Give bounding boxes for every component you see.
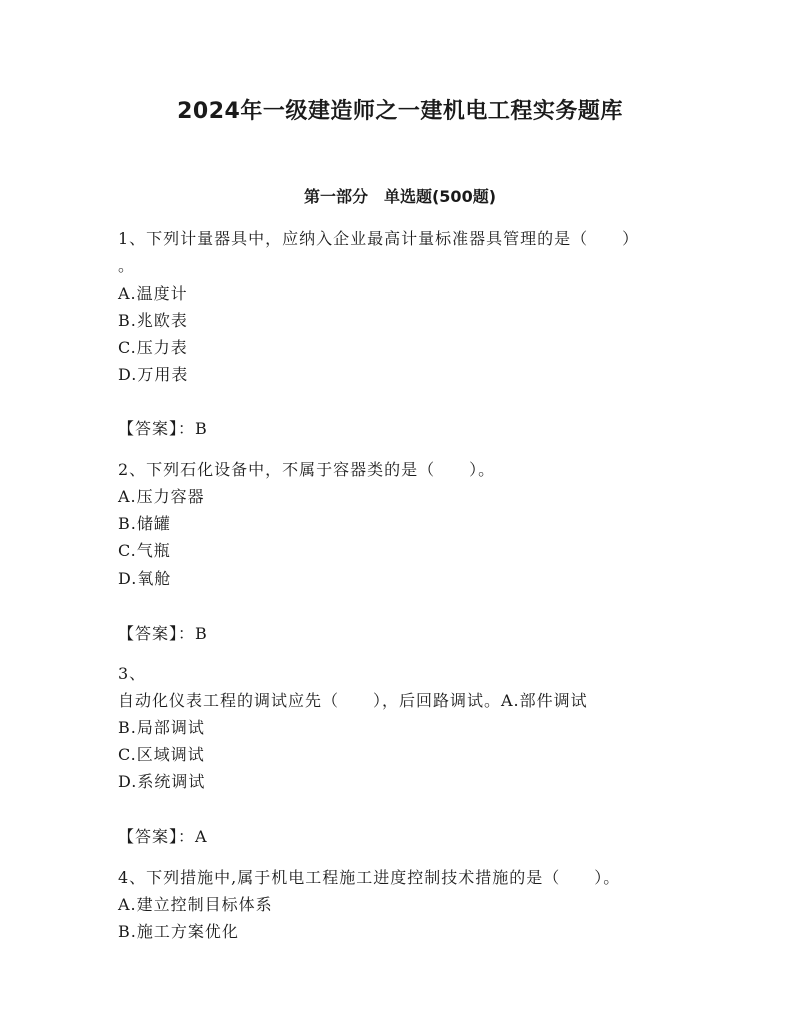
question-3-answer: 【答案】：A <box>118 827 208 846</box>
question-1-option-b: B.兆欧表 <box>118 311 188 330</box>
question-3-stem-line-1: 3、 <box>118 664 147 683</box>
question-2-option-a: A.压力容器 <box>118 487 205 506</box>
question-1-stem-line-2: 。 <box>118 256 136 275</box>
question-2-option-d: D.氧舱 <box>118 569 172 588</box>
question-1-option-c: C.压力表 <box>118 338 188 357</box>
question-2-stem-line-1: 2、下列石化设备中，不属于容器类的是（ ）。 <box>118 460 496 479</box>
question-4-stem-line-1: 4、下列措施中,属于机电工程施工进度控制技术措施的是（ ）。 <box>118 868 621 887</box>
question-3-option-b: B.局部调试 <box>118 718 205 737</box>
question-4-option-b: B.施工方案优化 <box>118 922 239 941</box>
document-title: 2024年一级建造师之一建机电工程实务题库 <box>177 99 623 124</box>
question-1-stem-line-1: 1、下列计量器具中，应纳入企业最高计量标准器具管理的是（ ） <box>118 229 640 248</box>
question-2-option-c: C.气瓶 <box>118 541 171 560</box>
question-1-option-d: D.万用表 <box>118 365 189 384</box>
question-3-option-c: C.区域调试 <box>118 745 205 764</box>
question-2-option-b: B.储罐 <box>118 514 171 533</box>
question-4-option-a: A.建立控制目标体系 <box>118 895 273 914</box>
question-2-answer: 【答案】：B <box>118 624 208 643</box>
question-3-stem-line-2: 自动化仪表工程的调试应先（ ），后回路调试。A.部件调试 <box>118 691 588 710</box>
question-1-option-a: A.温度计 <box>118 284 188 303</box>
question-3-option-d: D.系统调试 <box>118 772 206 791</box>
question-1-answer: 【答案】：B <box>118 419 208 438</box>
section-heading: 第一部分 单选题(500题) <box>303 187 497 206</box>
